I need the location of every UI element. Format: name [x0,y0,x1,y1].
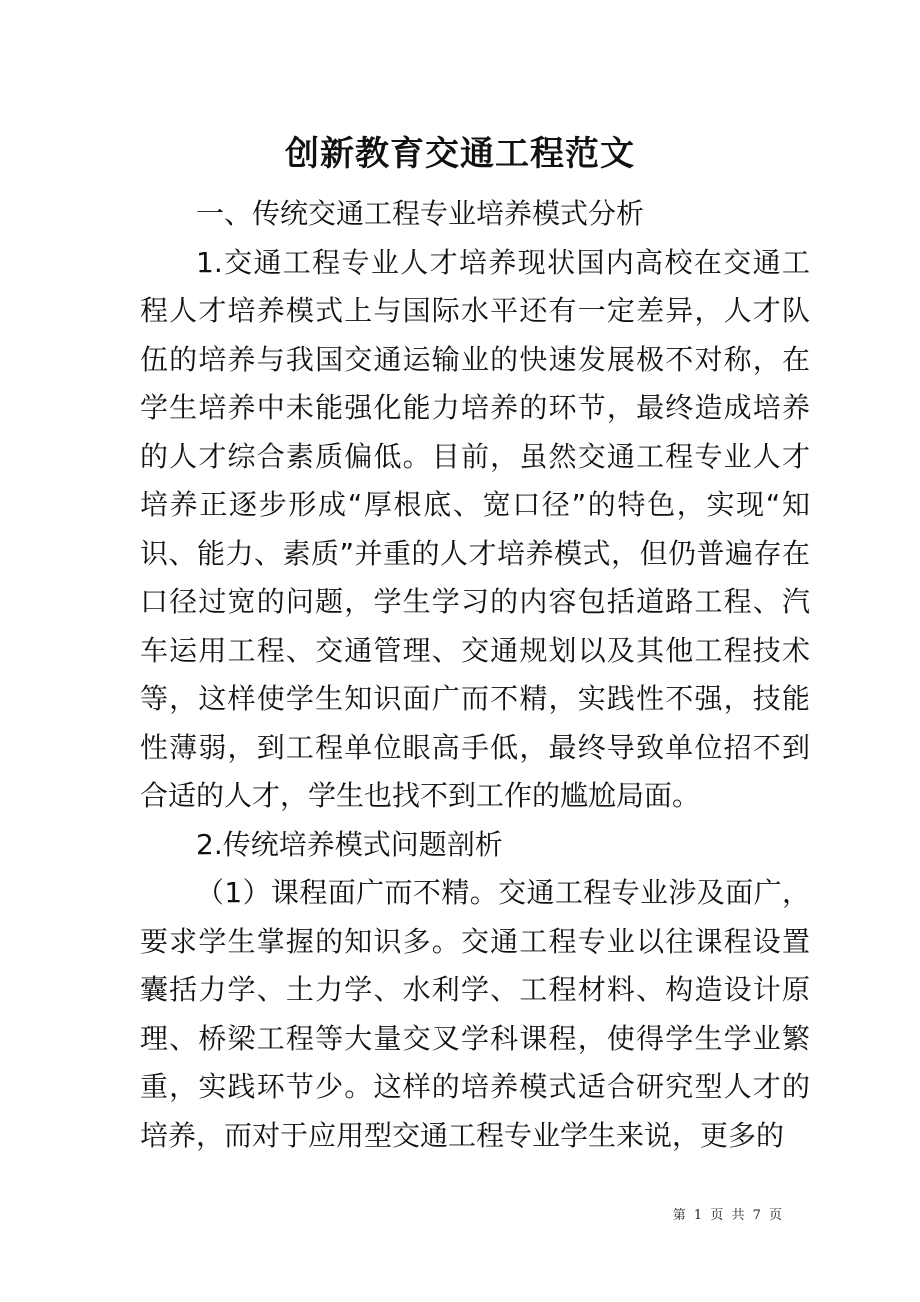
section-heading: 一、传统交通工程专业培养模式分析 [196,197,645,230]
document-title: 创新教育交通工程范文 [285,134,635,174]
subsection-heading: 2.传统培养模式问题剖析 [196,827,503,861]
document-body [140,190,810,1160]
paragraph: （1）课程面广而不精。交通工程专业涉及面广，要求学生掌握的知识多。交通工程专业以往课程设置囊括力学、土力学、水利学、工程材料、构造设计原理、桥梁工程等大量交叉学科课程，使得学生学业繁重，实践环节少。这样的培养模式适合研究型人才的培养，而对于应用型交通工程专业学生来说，更多的 [140,876,810,1152]
paragraph: 1.交通工程专业人才培养现状国内高校在交通工程人才培养模式上与国际水平还有一定差异，人才队伍的培养与我国交通运输业的快速发展极不对称，在学生培养中未能强化能力培养的环节，最终造成培养的人才综合素质偏低。目前，虽然交通工程专业人才培养正逐步形成“厚根底、宽口径”的特色，实现“知识、能力、素质”并重的人才培养模式，但仍普遍存在口径过宽的问题，学生学习的内容包括道路工程、汽车运用工程、交通管理、交通规划以及其他工程技术等，这样使学生知识面广而不精，实践性不强，技能性薄弱，到工程单位眼高手低，最终导致单位招不到合适的人才，学生也找不到工作的尴尬局面。 [140,245,810,812]
page-number-footer: 第 1 页 共 7 页 [672,1208,784,1223]
